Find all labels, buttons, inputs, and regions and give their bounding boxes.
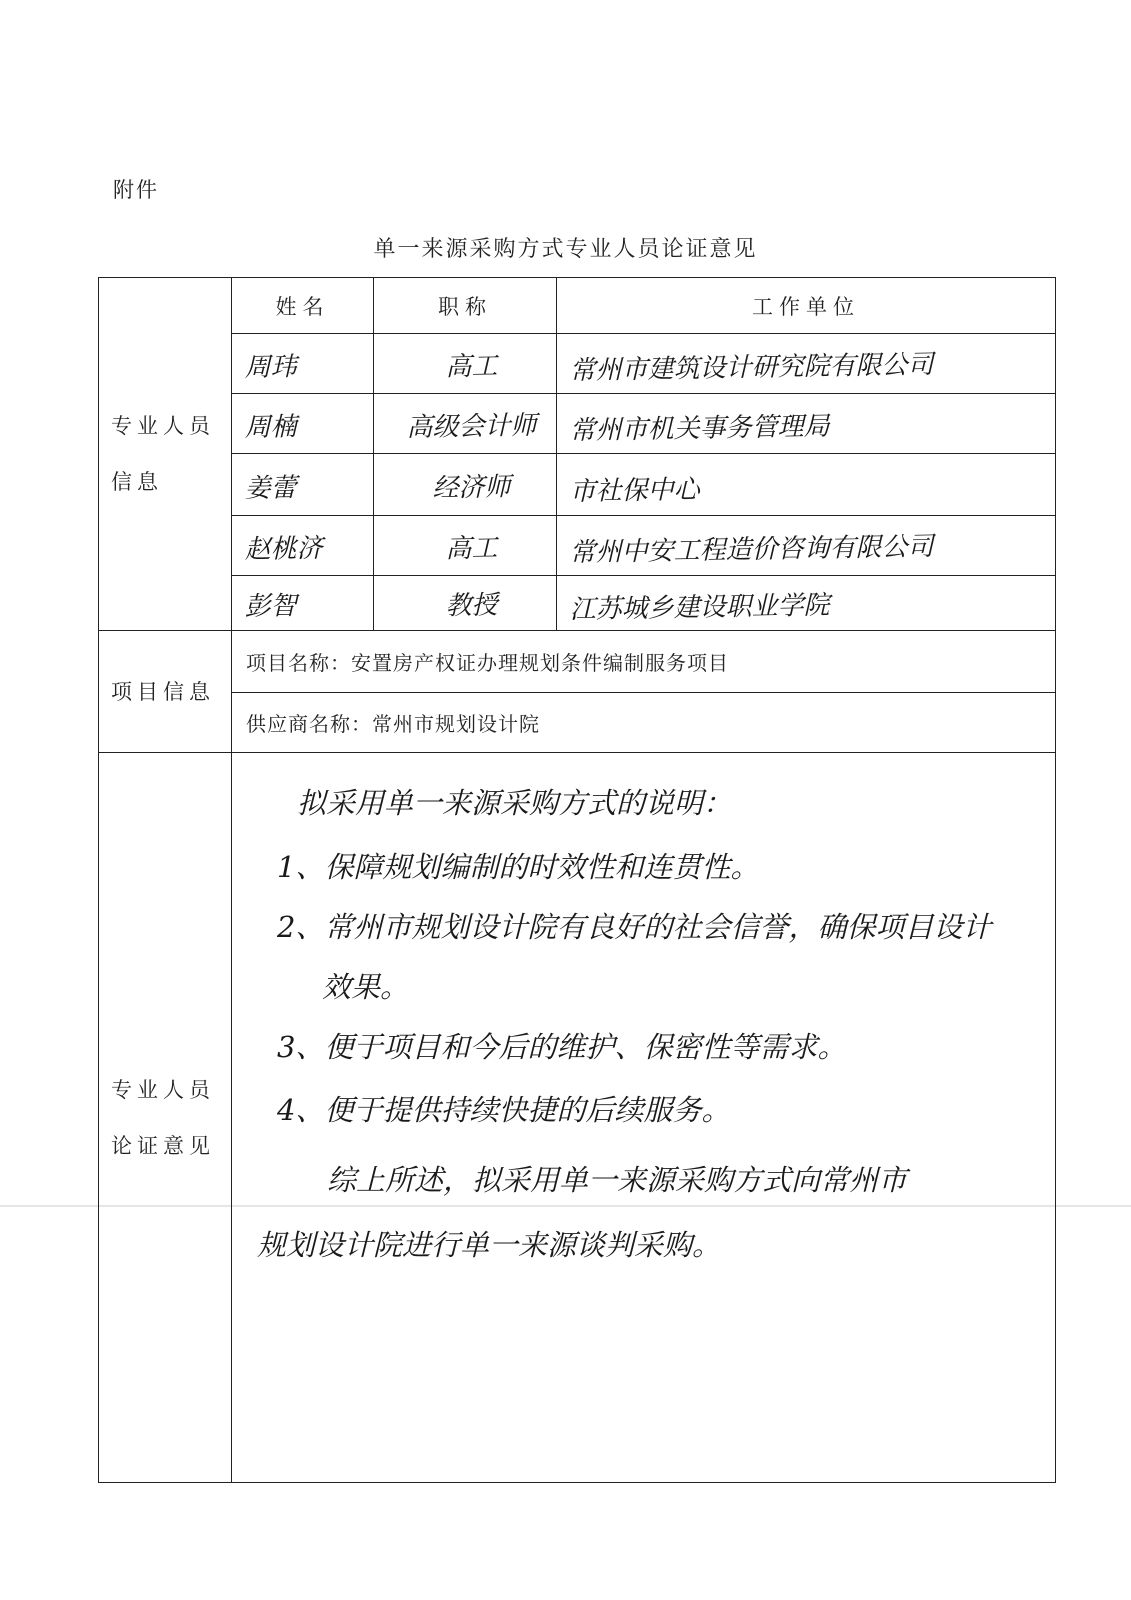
expert-row — [99, 454, 1056, 516]
expert-name: 周楠 — [231, 392, 374, 454]
opinion-line: 拟采用单一来源采购方式的说明： — [297, 786, 733, 820]
expert-unit: 市社保中心 — [556, 449, 1056, 520]
header-name: 姓名 — [232, 278, 374, 334]
opinion-section-label: 专业人员 论证意见 — [99, 753, 232, 1483]
header-title: 职称 — [374, 278, 557, 334]
opinion-line: 4、便于提供持续快捷的后续服务。 — [277, 1093, 731, 1127]
expert-name: 赵桃济 — [231, 514, 374, 576]
expert-unit: 常州中安工程造价咨询有限公司 — [556, 511, 1056, 580]
expert-title: 高工 — [373, 332, 557, 395]
opinion-content — [232, 753, 1056, 1483]
opinion-line: 3、便于项目和今后的维护、保密性等需求。 — [277, 1030, 847, 1064]
expert-name: 周玮 — [231, 332, 374, 394]
attachment-label: 附件 — [113, 178, 159, 202]
opinion-line: 综上所述，拟采用单一来源采购方式向常州市 — [327, 1163, 908, 1197]
expert-unit: 江苏城乡建设职业学院 — [556, 571, 1056, 635]
project-section-label: 项目信息 — [99, 631, 232, 753]
expert-title: 经济师 — [373, 452, 557, 517]
header-unit: 工作单位 — [557, 278, 1056, 334]
expert-title: 教授 — [373, 574, 557, 632]
expert-name: 姜蕾 — [231, 452, 374, 516]
opinion-line: 规划设计院进行单一来源谈判采购。 — [257, 1228, 722, 1262]
opinion-line: 2、常州市规划设计院有良好的社会信誉，确保项目设计 — [277, 910, 992, 944]
opinion-line: 1、保障规划编制的时效性和连贯性。 — [277, 850, 760, 884]
experts-section-label: 专业人员 信息 — [99, 278, 232, 631]
expert-unit: 常州市建筑设计研究院有限公司 — [556, 329, 1056, 398]
expert-title: 高工 — [373, 514, 557, 577]
document-title: 单一来源采购方式专业人员论证意见 — [373, 237, 758, 262]
opinion-form-table — [98, 277, 1056, 1483]
expert-name: 彭智 — [231, 574, 374, 631]
expert-row — [99, 394, 1056, 454]
project-name: 项目名称：安置房产权证办理规划条件编制服务项目 — [232, 631, 1056, 693]
supplier-name: 供应商名称：常州市规划设计院 — [232, 693, 1056, 753]
expert-row — [99, 576, 1056, 631]
expert-row — [99, 334, 1056, 394]
opinion-line: 效果。 — [322, 970, 410, 1004]
expert-row — [99, 516, 1056, 576]
expert-unit: 常州市机关事务管理局 — [556, 389, 1056, 458]
expert-title: 高级会计师 — [373, 392, 557, 455]
